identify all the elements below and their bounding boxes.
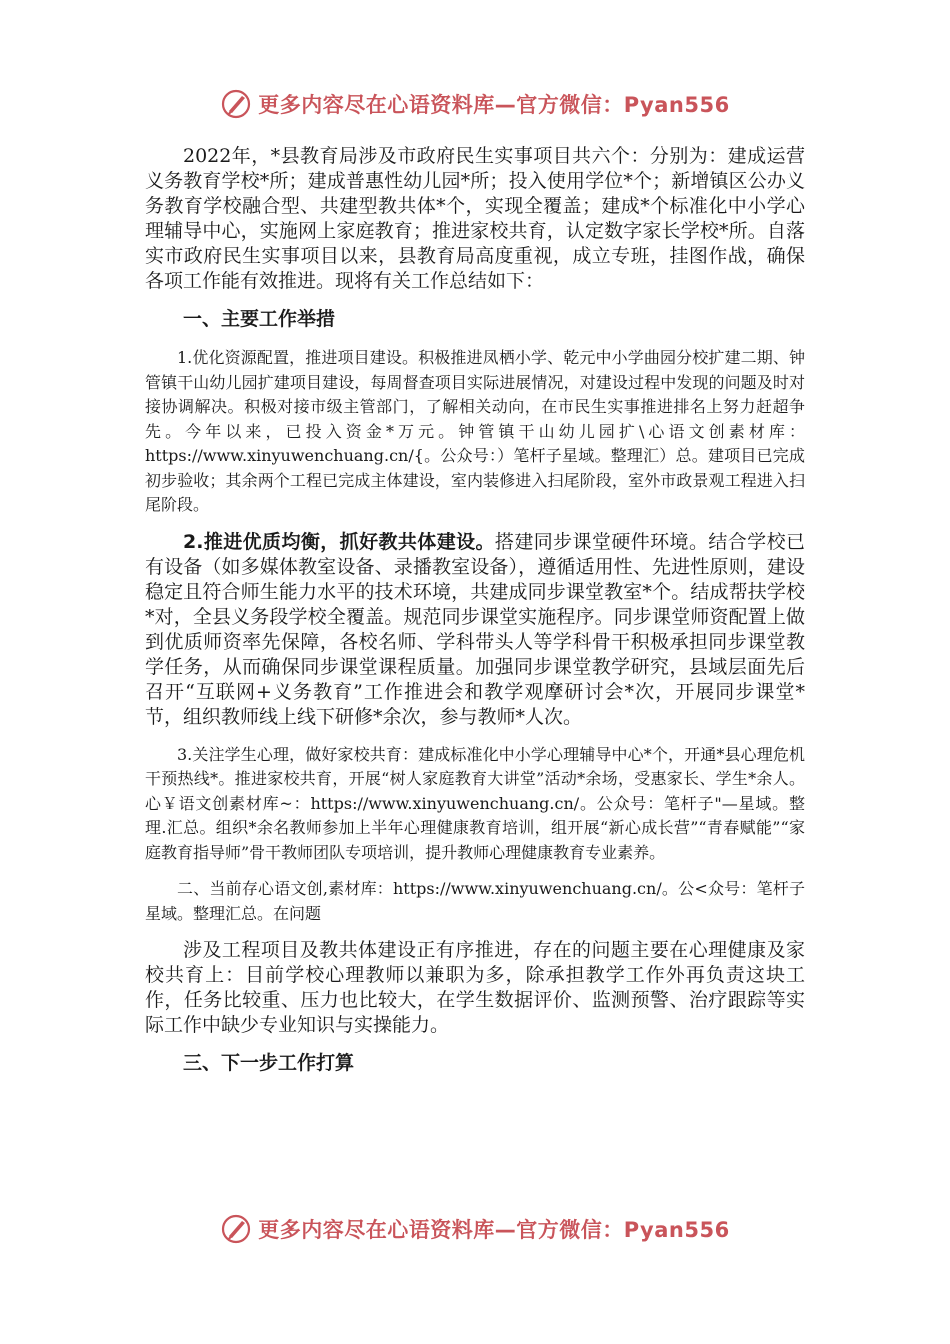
brush-logo-icon <box>220 1213 252 1245</box>
section1-heading: 一、主要工作举措 <box>183 308 336 330</box>
section3-heading: 三、下一步工作打算 <box>183 1052 355 1074</box>
item2-body: 搭建同步课堂硬件环境。结合学校已有设备（如多媒体教室设备、录播教室设备），遵循适用性、先进性原则，建设稳定且符合师生能力水平的技术环境，共建成同步课堂教室*个。结成帮扶学校*对，全县义务段学校全覆盖。规范同步课堂实施程序。同步课堂师资配置上做到优质师资率先保障，各校名师、学科带头人等学科骨干积极承担同步课堂教学任务，从而确保同步课堂课程质量。加强同步课堂教学研究，县域层面先后召开“互联网+义务教育”工作推进会和教学观摩研讨会*次，开展同步课堂*节，组织教师线上线下研修*余次，参与教师*人次。 <box>145 530 805 728</box>
footer-watermark-text: 更多内容尽在心语资料库—官方微信：Pyan556 <box>258 1218 730 1242</box>
item1-paragraph: 1.优化资源配置，推进项目建设。积极推进凤栖小学、乾元中小学曲园分校扩建二期、钟管镇干山幼儿园扩建项目建设，每周督查项目实际进展情况，对建设过程中发现的问题及时对接协调解决。积极对接市级主管部门，了解相关动向，在市民生实事推进排名上努力赶超争先。今年以来，已投入资金*万元。钟管镇干山幼儿园扩\心语文创素材库：https://www.xinyuwenchuang.cn/{。公众号：）笔杆子星域。整理汇）总。建项目已完成初步验收；其余两个工程已完成主体建设，室内装修进入扫尾阶段，室外市政景观工程进入扫尾阶段。 <box>145 348 805 514</box>
footer-watermark-banner <box>0 1209 950 1249</box>
intro-paragraph: 2022年，*县教育局涉及市政府民生实事项目共六个：分别为：建成运营义务教育学校*所；建成普惠性幼儿园*所；投入使用学位*个；新增镇区公办义务教育学校融合型、共建型教共体*个，实现全覆盖；建成*个标准化中小学心理辅导中心，实施网上家庭教育；推进家校共育，认定数字家长学校*所。自落实市政府民生实事项目以来，县教育局高度重视，成立专班，挂图作战，确保各项工作能有效推进。现将有关工作总结如下： <box>145 145 805 292</box>
section2-heading: 二、当前存心语文创,素材库：https://www.xinyuwenchuang.cn/。公<众号：笔杆子星域。整理汇总。在问题 <box>145 879 805 923</box>
header-watermark-text: 更多内容尽在心语资料库—官方微信：Pyan556 <box>258 93 730 117</box>
section2-paragraph: 涉及工程项目及教共体建设正有序推进，存在的问题主要在心理健康及家校共育上：目前学校心理教师以兼职为多，除承担教学工作外再负责这块工作，任务比较重、压力也比较大，在学生数据评价、监测预警、治疗跟踪等实际工作中缺少专业知识与实操能力。 <box>145 939 805 1036</box>
brush-logo-icon <box>220 88 252 120</box>
header-watermark-banner <box>0 84 950 124</box>
document-body <box>145 144 805 1076</box>
item3-paragraph: 3.关注学生心理，做好家校共育：建成标准化中小学心理辅导中心*个，开通*县心理危机干预热线*。推进家校共育，开展“树人家庭教育大讲堂”活动*余场，受惠家长、学生*余人。心￥语文创素材库~：https://www.xinyuwenchuang.cn/。公众号：笔杆子"—星域。整理.汇总。组织*余名教师参加上半年心理健康教育培训，组开展“新心成长营”“青春赋能”“家庭教育指导师”骨干教师团队专项培训，提升教师心理健康教育专业素养。 <box>145 744 805 862</box>
item2-paragraph <box>145 530 805 730</box>
item2-lead: 2.推进优质均衡，抓好教共体建设。 <box>183 530 495 553</box>
